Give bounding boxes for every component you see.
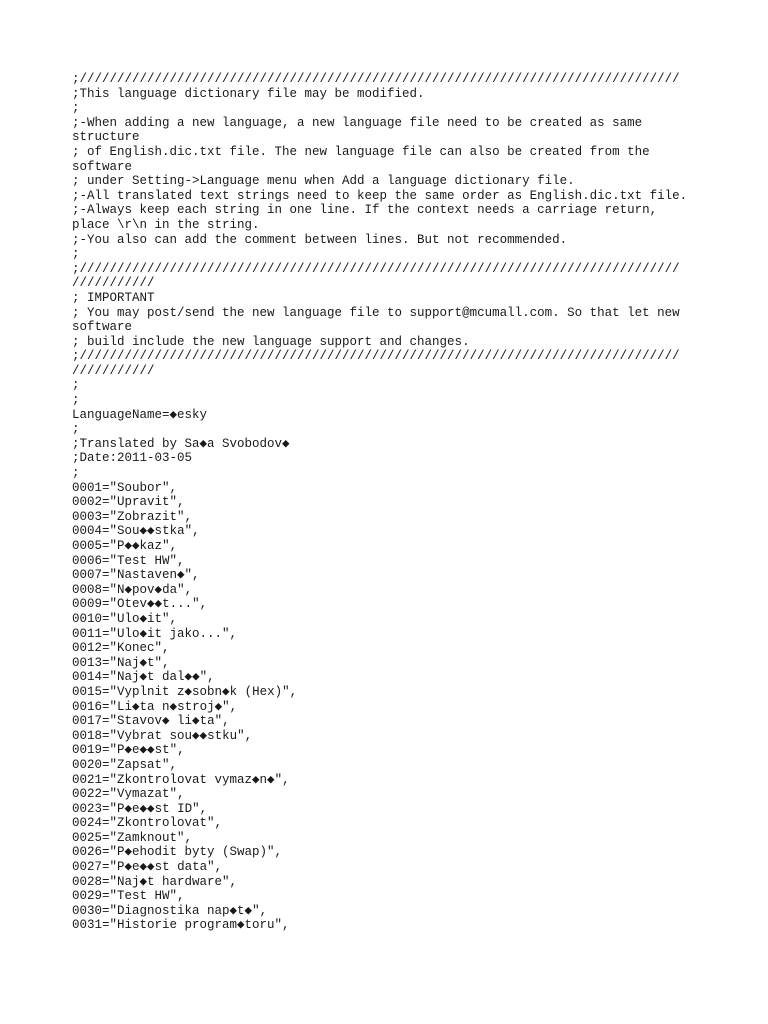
- text-line: structure: [72, 130, 140, 145]
- text-line: 0027="P◆e◆◆st data",: [72, 860, 223, 875]
- text-line: ;Translated by Sa◆a Svobodov◆: [72, 436, 290, 451]
- text-line: ;-You also can add the comment between lines. But not recommended.: [72, 232, 568, 247]
- text-line: 0023="P◆e◆◆st ID",: [72, 801, 208, 816]
- text-line: ;This language dictionary file may be modified.: [72, 86, 425, 101]
- text-line: ///////////: [72, 363, 155, 378]
- text-line: 0005="P◆◆kaz",: [72, 539, 178, 553]
- text-line: 0030="Diagnostika nap◆t◆",: [72, 903, 268, 918]
- text-line: ;////////////////////////////////////////////////////////////////////////////////: [72, 261, 680, 276]
- text-line: ;: [72, 466, 80, 481]
- text-line: ;-When adding a new language, a new language file need to be created as same: [72, 115, 643, 130]
- text-line: software: [72, 320, 133, 335]
- text-line: ;Date:2011-03-05: [72, 451, 193, 466]
- text-line: 0019="P◆e◆◆st",: [72, 743, 185, 758]
- text-lines: [72, 72, 702, 933]
- text-line: 0009="Otev◆◆t...",: [72, 597, 208, 612]
- text-line: ; under Setting->Language menu when Add a language dictionary file.: [72, 174, 575, 189]
- text-line: ;-Always keep each string in one line. If the context needs a carriage return,: [72, 203, 658, 218]
- text-line: LanguageName=◆esky: [72, 407, 208, 422]
- text-line: 0004="Sou◆◆stka",: [72, 524, 200, 539]
- text-line: 0031="Historie program◆toru",: [72, 918, 290, 933]
- text-line: 0018="Vybrat sou◆◆stku",: [72, 728, 253, 743]
- text-line: 0025="Zamknout",: [72, 830, 193, 845]
- text-line: ;////////////////////////////////////////////////////////////////////////////////: [72, 349, 680, 364]
- text-line: 0028="Naj◆t hardware",: [72, 874, 238, 889]
- text-line: 0008="N◆pov◆da",: [72, 582, 193, 597]
- text-line: 0026="P◆ehodit byty (Swap)",: [72, 845, 283, 860]
- text-line: 0007="Nastaven◆",: [72, 568, 200, 583]
- text-line: 0016="Li◆ta n◆stroj◆",: [72, 699, 238, 714]
- text-line: 0013="Naj◆t",: [72, 655, 170, 670]
- text-line: ///////////: [72, 276, 155, 291]
- text-line: place \r\n in the string.: [72, 217, 260, 232]
- text-line: 0011="Ulo◆it jako...",: [72, 626, 238, 641]
- text-line: ; You may post/send the new language file to support@mcumall.com. So that let new: [72, 305, 680, 320]
- text-line: ;: [72, 247, 80, 262]
- text-line: 0012="Konec",: [72, 641, 170, 656]
- text-line: 0001="Soubor",: [72, 480, 178, 495]
- text-line: ;////////////////////////////////////////////////////////////////////////////////: [72, 72, 680, 86]
- text-line: 0022="Vymazat",: [72, 787, 185, 802]
- text-line: 0015="Vyplnit z◆sobn◆k (Hex)",: [72, 684, 298, 699]
- text-line: ;: [72, 101, 80, 116]
- document-page: [72, 72, 702, 933]
- text-line: ;: [72, 378, 80, 393]
- text-line: 0002="Upravit",: [72, 495, 185, 510]
- text-line: ; build include the new language support and changes.: [72, 334, 470, 349]
- text-line: ;: [72, 422, 80, 437]
- text-line: 0029="Test HW",: [72, 889, 185, 904]
- text-line: 0020="Zapsat",: [72, 757, 178, 772]
- text-line: ; of English.dic.txt file. The new language file can also be created from the: [72, 144, 650, 159]
- text-line: ;-All translated text strings need to keep the same order as English.dic.txt file.: [72, 188, 688, 203]
- text-line: software: [72, 159, 133, 174]
- text-line: 0003="Zobrazit",: [72, 509, 193, 524]
- text-line: 0006="Test HW",: [72, 553, 185, 568]
- text-line: 0024="Zkontrolovat",: [72, 816, 223, 831]
- text-line: 0017="Stavov◆ li◆ta",: [72, 714, 230, 729]
- text-line: 0014="Naj◆t dal◆◆",: [72, 670, 215, 685]
- text-line: ; IMPORTANT: [72, 290, 155, 305]
- text-line: 0021="Zkontrolovat vymaz◆n◆",: [72, 772, 290, 787]
- text-line: 0010="Ulo◆it",: [72, 611, 178, 626]
- text-line: ;: [72, 393, 80, 408]
